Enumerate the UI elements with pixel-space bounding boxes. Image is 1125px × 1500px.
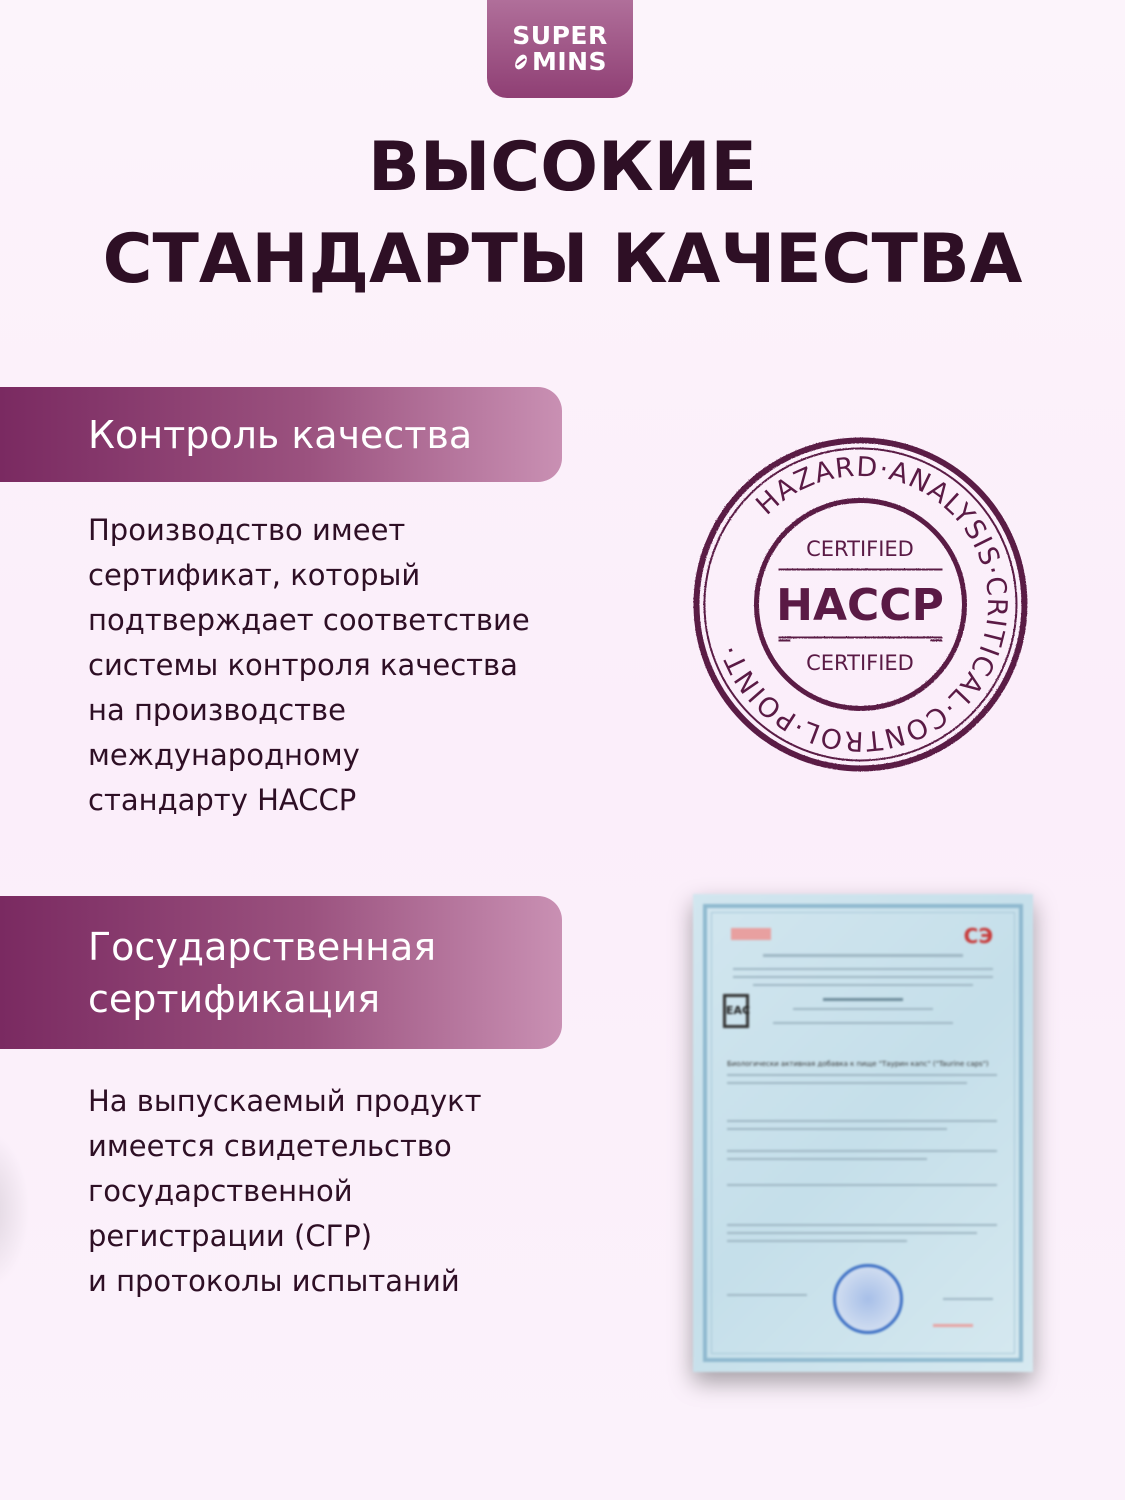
seal-bottom-label: CERTIFIED (806, 651, 914, 675)
seal-ring-text: HAZARD·ANALYSIS·CRITICAL·CONTROL·POINT· (714, 451, 1013, 757)
section-description-quality-control (88, 508, 628, 823)
section-banner-quality-control (0, 387, 562, 482)
page-headline (0, 122, 1125, 306)
brand-logo (487, 0, 633, 98)
decorative-glow (0, 1130, 30, 1290)
section-description-state-certification (88, 1079, 628, 1304)
section-title: сертификация (88, 976, 381, 1021)
logo-line2: MINS (531, 47, 608, 76)
certificate-product-line: Биологически активная добавка к пище "Таурин капс" ("Taurine caps") (727, 1060, 989, 1068)
certificate-header-mark (731, 928, 771, 940)
certificate-document-icon (693, 894, 1033, 1372)
description-line: международному (88, 738, 360, 772)
description-line: сертификат, который (88, 558, 421, 592)
certificate-se-mark: СЭ (963, 924, 993, 948)
description-line: Производство имеет (88, 513, 406, 547)
seal-center-label: HACCP (776, 580, 944, 631)
headline-line1: ВЫСОКИЕ (368, 128, 757, 207)
pill-icon (513, 52, 529, 72)
description-line: государственной (88, 1174, 353, 1208)
description-line: системы контроля качества (88, 648, 518, 682)
section-banner-state-certification (0, 896, 562, 1049)
description-line: на производстве (88, 693, 346, 727)
eac-mark: EAC (723, 994, 749, 1028)
description-line: стандарту HACCP (88, 783, 357, 817)
description-line: подтверждает соответствие (88, 603, 530, 637)
description-line: имеется свидетельство (88, 1129, 452, 1163)
description-line: и протоколы испытаний (88, 1264, 460, 1298)
logo-line1: SUPER (512, 21, 608, 50)
certificate-stamp-icon (833, 1264, 903, 1334)
description-line: На выпускаемый продукт (88, 1084, 482, 1118)
haccp-seal-icon (690, 432, 1030, 777)
seal-top-label: CERTIFIED (806, 537, 914, 561)
section-title: Государственная (88, 924, 437, 969)
description-line: регистрации (СГР) (88, 1219, 373, 1253)
headline-line2: СТАНДАРТЫ КАЧЕСТВА (102, 220, 1023, 299)
section-title: Контроль качества (88, 412, 473, 457)
